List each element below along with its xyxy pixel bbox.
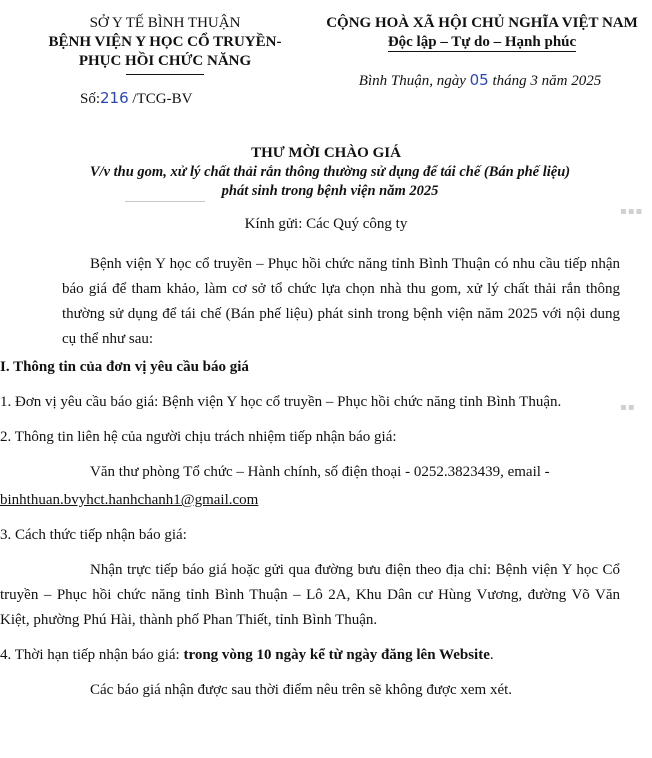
date-line xyxy=(310,71,650,90)
edge-scan-artifact: ▪▪ xyxy=(620,402,636,413)
email-link[interactable]: binhthuan.bvyhct.hanhchanh1@gmail.com xyxy=(0,492,259,508)
subject-line2: phát sinh trong bệnh viện năm 2025 xyxy=(221,183,439,199)
hospital-name-line2: PHỤC HỒI CHỨC NĂNG xyxy=(78,53,252,69)
item2-email xyxy=(0,488,620,513)
edge-scan-artifact: ▪▪▪ xyxy=(620,206,644,217)
national-block xyxy=(312,14,652,52)
hospital-name-line1: BỆNH VIỆN Y HỌC CỔ TRUYỀN- xyxy=(48,34,282,50)
document-title: THƯ MỜI CHÀO GIÁ xyxy=(251,145,401,161)
doc-number-prefix: Số: xyxy=(80,91,101,107)
subject-line1: V/v thu gom, xử lý chất thải rắn thông thường sử dụng để tái chế (Bán phế liệu) xyxy=(89,164,571,180)
subject xyxy=(40,163,620,201)
date-day-handwritten: 05 xyxy=(469,71,489,89)
intro-paragraph: Bệnh viện Y học cổ truyền – Phục hồi chức năng tỉnh Bình Thuận có nhu cầu tiếp nhận báo giá để tham khảo, làm cơ sở tổ chức lựa chọn nhà thu gom, xử lý chất thải rắn thông thường sử dụng để tái chế (Bán phế liệu) phát sinh trong bệnh viện năm 2025 với nội dung cụ thể như sau: xyxy=(62,256,620,347)
item4-suffix: . xyxy=(489,647,494,663)
item4-prefix: 4. Thời hạn tiếp nhận báo giá: xyxy=(0,647,180,663)
section1-heading: I. Thông tin của đơn vị yêu cầu báo giá xyxy=(0,359,249,375)
date-prefix: Bình Thuận, ngày xyxy=(358,73,466,89)
subject-divider xyxy=(125,201,205,202)
item3-detail: Nhận trực tiếp báo giá hoặc gửi qua đường bưu điện theo địa chỉ: Bệnh viện Y học Cổ truyền – Phục hồi chức năng tỉnh Bình Thuận – Lô 2A, Khu Dân cư Hùng Vương, đường Võ Văn Kiệt, phường Phú Hài, thành phố Phan Thiết, tỉnh Bình Thuận. xyxy=(0,562,620,628)
motto xyxy=(312,33,652,52)
document-body xyxy=(0,252,620,703)
item4-deadline: trong vòng 10 ngày kể từ ngày đăng lên Website xyxy=(183,647,490,663)
nation-title: CỘNG HOÀ XÃ HỘI CHỦ NGHĨA VIỆT NAM xyxy=(326,15,638,31)
greeting: Kính gửi: Các Quý công ty xyxy=(244,216,408,232)
issuer-block xyxy=(40,14,290,75)
issuer-underline xyxy=(126,74,204,75)
doc-number-suffix: /TCG-BV xyxy=(132,91,193,107)
item3-paragraph: 3. Cách thức tiếp nhận báo giá: xyxy=(0,527,187,543)
date-suffix: tháng 3 năm 2025 xyxy=(492,73,602,89)
closing-paragraph: Các báo giá nhận được sau thời điểm nêu trên sẽ không được xem xét. xyxy=(90,682,513,698)
item1-paragraph: 1. Đơn vị yêu cầu báo giá: Bệnh viện Y học cổ truyền – Phục hồi chức năng tỉnh Bình Thuận. xyxy=(0,394,562,410)
doc-number-handwritten: 216 xyxy=(100,89,129,107)
agency-name: SỞ Y TẾ BÌNH THUẬN xyxy=(89,15,241,31)
item2-paragraph: 2. Thông tin liên hệ của người chịu trách nhiệm tiếp nhận báo giá: xyxy=(0,429,397,445)
motto-text: Độc lập – Tự do – Hạnh phúc xyxy=(387,34,577,50)
item2-detail: Văn thư phòng Tổ chức – Hành chính, số điện thoại - 0252.3823439, email - xyxy=(90,464,550,480)
document-number xyxy=(80,89,192,108)
item4-paragraph xyxy=(0,643,620,668)
